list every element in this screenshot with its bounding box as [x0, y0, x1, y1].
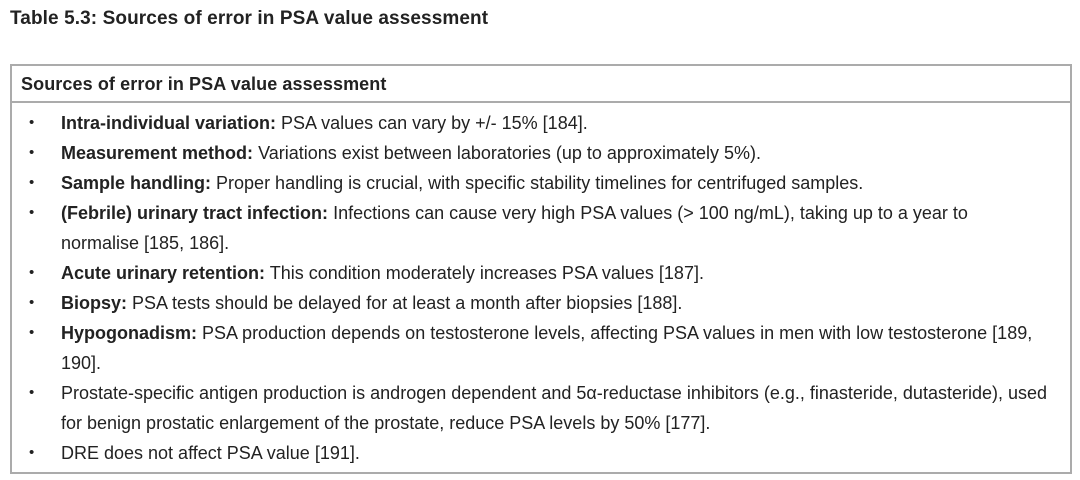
bullet-icon: • [29, 444, 35, 461]
bullet-icon: • [29, 324, 35, 341]
table-row [12, 288, 1070, 318]
table-row [12, 438, 1070, 468]
bullet-icon: • [29, 264, 35, 281]
row-content [61, 108, 1050, 138]
bullet-icon: • [29, 384, 35, 401]
row-label: Sample handling: [61, 173, 212, 193]
row-label: (Febrile) urinary tract infection: [61, 203, 329, 223]
row-content [61, 438, 1050, 468]
row-text: Prostate-specific antigen production is androgen dependent and 5α-reductase inhibitors (e.g., finasteride, dutasteride), used for benign prostatic enlargement of the prostate, reduce PSA levels by 50% [177]. [61, 383, 1048, 433]
table-row [12, 258, 1070, 288]
row-text: Variations exist between laboratories (up to approximately 5%). [258, 143, 761, 163]
table-row [12, 138, 1070, 168]
table-body [12, 103, 1070, 472]
table-row [12, 318, 1070, 378]
bullet-icon: • [29, 204, 35, 221]
row-label: Acute urinary retention: [61, 263, 266, 283]
row-text: PSA production depends on testosterone levels, affecting PSA values in men with low testosterone [189, 190]. [61, 323, 1033, 373]
row-content [61, 198, 1050, 258]
table-row [12, 198, 1070, 258]
bullet-icon: • [29, 114, 35, 131]
bullet-icon: • [29, 174, 35, 191]
row-label: Biopsy: [61, 293, 128, 313]
row-text: DRE does not affect PSA value [191]. [61, 443, 360, 463]
table-row [12, 168, 1070, 198]
table-row [12, 108, 1070, 138]
bullet-icon: • [29, 294, 35, 311]
row-text: Proper handling is crucial, with specific stability timelines for centrifuged samples. [216, 173, 864, 193]
sources-of-error-table [10, 64, 1072, 474]
bullet-icon: • [29, 144, 35, 161]
row-label: Intra-individual variation: [61, 113, 277, 133]
row-content [61, 318, 1050, 378]
row-text: This condition moderately increases PSA values [187]. [269, 263, 704, 283]
row-text: Infections can cause very high PSA values (> 100 ng/mL), taking up to a year to normalise [185, 186]. [61, 203, 968, 253]
row-label: Measurement method: [61, 143, 254, 163]
table-header: Sources of error in PSA value assessment [12, 66, 1070, 103]
row-label: Hypogonadism: [61, 323, 198, 343]
row-content [61, 288, 1050, 318]
row-content [61, 378, 1050, 438]
row-text: PSA values can vary by +/- 15% [184]. [281, 113, 588, 133]
row-text: PSA tests should be delayed for at least a month after biopsies [188]. [132, 293, 683, 313]
row-content [61, 168, 1050, 198]
row-content [61, 258, 1050, 288]
row-content [61, 138, 1050, 168]
table-caption: Table 5.3: Sources of error in PSA value assessment [10, 8, 489, 29]
table-row [12, 378, 1070, 438]
